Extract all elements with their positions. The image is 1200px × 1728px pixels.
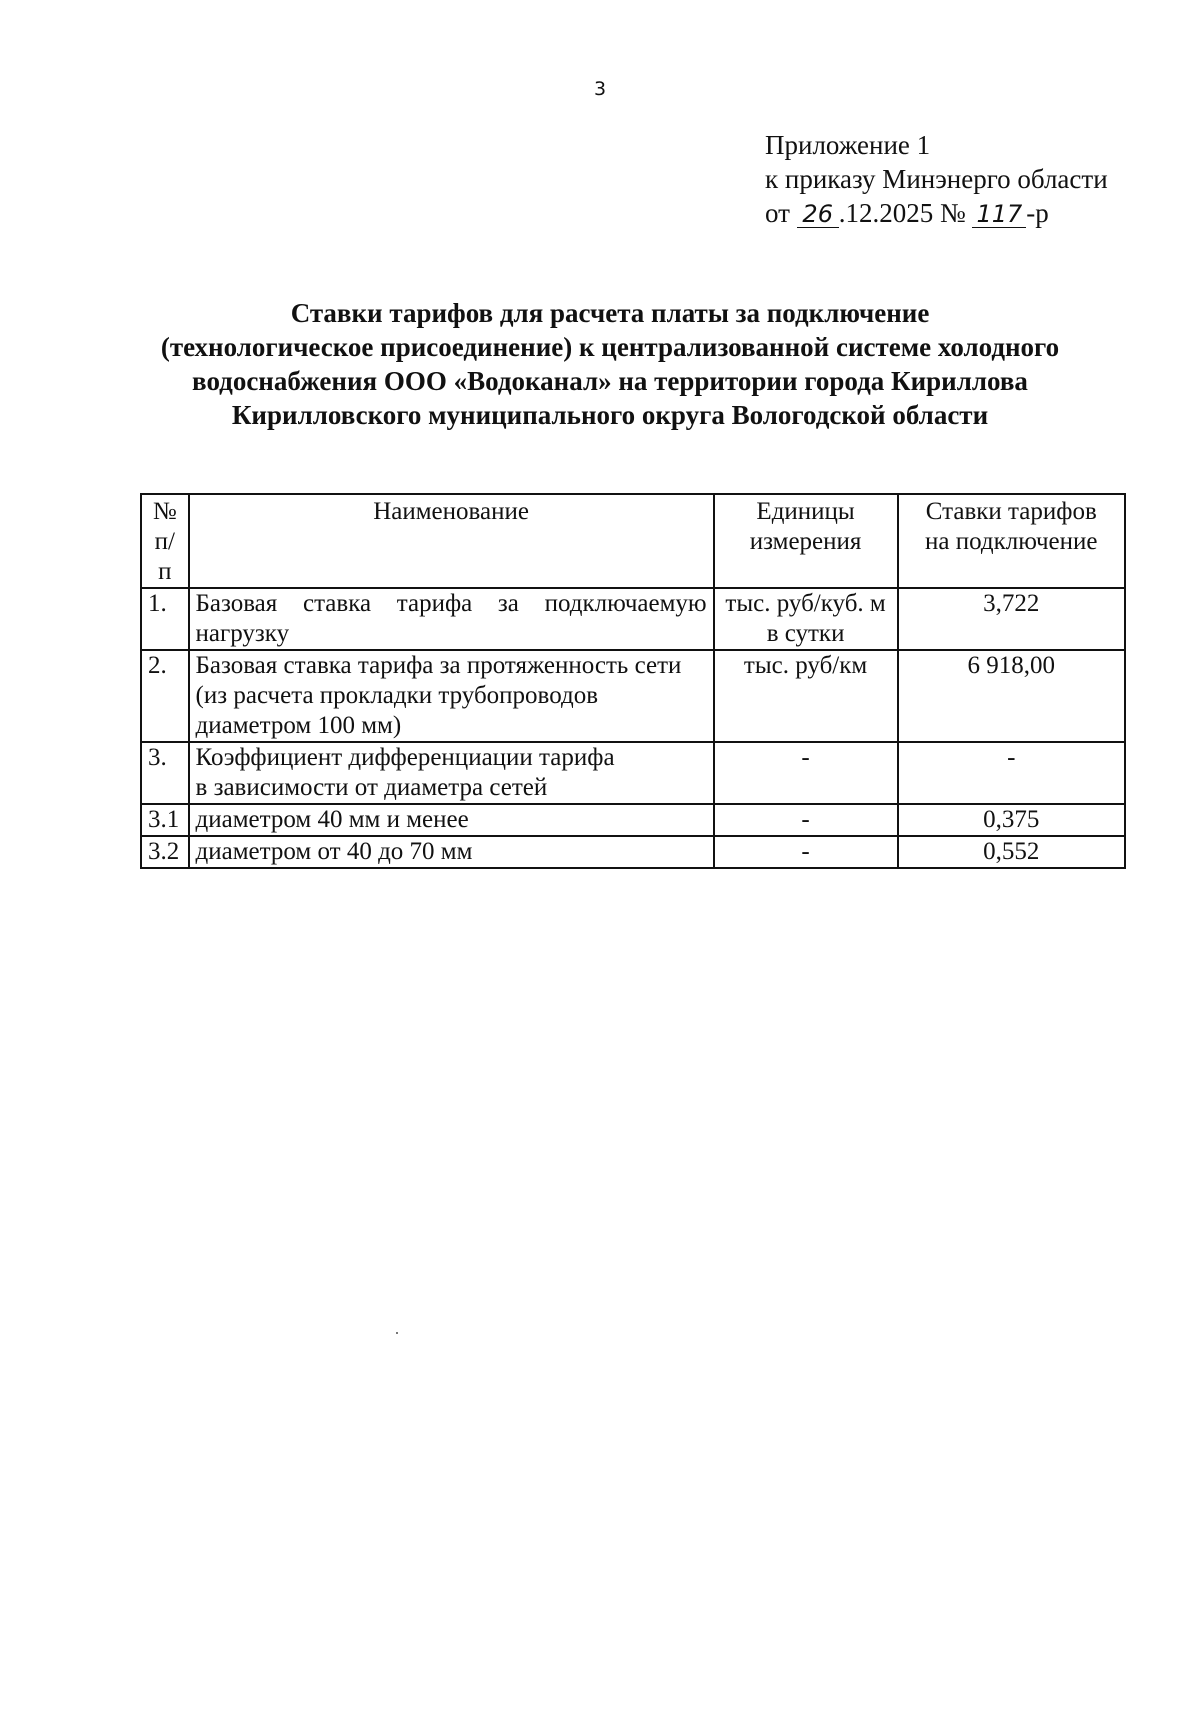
handwritten-day: 26 bbox=[797, 201, 839, 228]
title-line-2: (технологическое присоединение) к централизованной системе холодного bbox=[160, 332, 1060, 362]
page-number: 3 bbox=[593, 78, 607, 100]
row-number: 3. bbox=[141, 742, 189, 804]
table-row bbox=[141, 804, 1125, 836]
appendix-date-line bbox=[765, 196, 1108, 230]
row-unit: тыс. руб/км bbox=[714, 650, 898, 742]
row-number: 2. bbox=[141, 650, 189, 742]
title-line-3: водоснабжения ООО «Водоканал» на территории города Кириллова bbox=[192, 366, 1028, 396]
row-unit: - bbox=[714, 836, 898, 868]
row-rate: 6 918,00 bbox=[898, 650, 1125, 742]
header-number: № п/п bbox=[141, 494, 189, 588]
scan-speck bbox=[396, 1332, 398, 1334]
header-rate: Ставки тарифов на подключение bbox=[898, 494, 1125, 588]
row-number: 3.2 bbox=[141, 836, 189, 868]
row-rate: 0,552 bbox=[898, 836, 1125, 868]
title-line-1: Ставки тарифов для расчета платы за подключение bbox=[290, 298, 930, 328]
appendix-order-reference: к приказу Минэнерго области bbox=[765, 164, 1108, 194]
appendix-header bbox=[765, 128, 1108, 230]
appendix-title: Приложение 1 bbox=[765, 130, 931, 160]
table-row bbox=[141, 742, 1125, 804]
table-row bbox=[141, 650, 1125, 742]
row-rate: 3,722 bbox=[898, 588, 1125, 650]
row-name: диаметром от 40 до 70 мм bbox=[189, 836, 714, 868]
row-name: Базовая ставка тарифа за протяженность сети (из расчета прокладки трубопроводов диаметром 100 мм) bbox=[189, 650, 714, 742]
row-rate: 0,375 bbox=[898, 804, 1125, 836]
row-unit: - bbox=[714, 804, 898, 836]
row-unit: - bbox=[714, 742, 898, 804]
title-line-4: Кирилловского муниципального округа Вологодской области bbox=[231, 400, 989, 430]
document-title bbox=[110, 296, 1110, 432]
table-row bbox=[141, 588, 1125, 650]
row-number: 1. bbox=[141, 588, 189, 650]
tariff-table bbox=[140, 493, 1126, 869]
row-rate: - bbox=[898, 742, 1125, 804]
row-number: 3.1 bbox=[141, 804, 189, 836]
order-suffix: -р bbox=[1026, 198, 1049, 228]
date-prefix: от bbox=[765, 198, 790, 228]
row-name: Базовая ставка тарифа за подключаемую нагрузку bbox=[189, 588, 714, 650]
table-header-row bbox=[141, 494, 1125, 588]
handwritten-order-number: 117 bbox=[972, 201, 1026, 228]
header-name: Наименование bbox=[189, 494, 714, 588]
date-rest: .12.2025 № bbox=[838, 198, 966, 228]
row-name: Коэффициент дифференциации тарифа в зависимости от диаметра сетей bbox=[189, 742, 714, 804]
header-unit: Единицы измерения bbox=[714, 494, 898, 588]
row-name: диаметром 40 мм и менее bbox=[189, 804, 714, 836]
table-row bbox=[141, 836, 1125, 868]
row-unit: тыс. руб/куб. м в сутки bbox=[714, 588, 898, 650]
